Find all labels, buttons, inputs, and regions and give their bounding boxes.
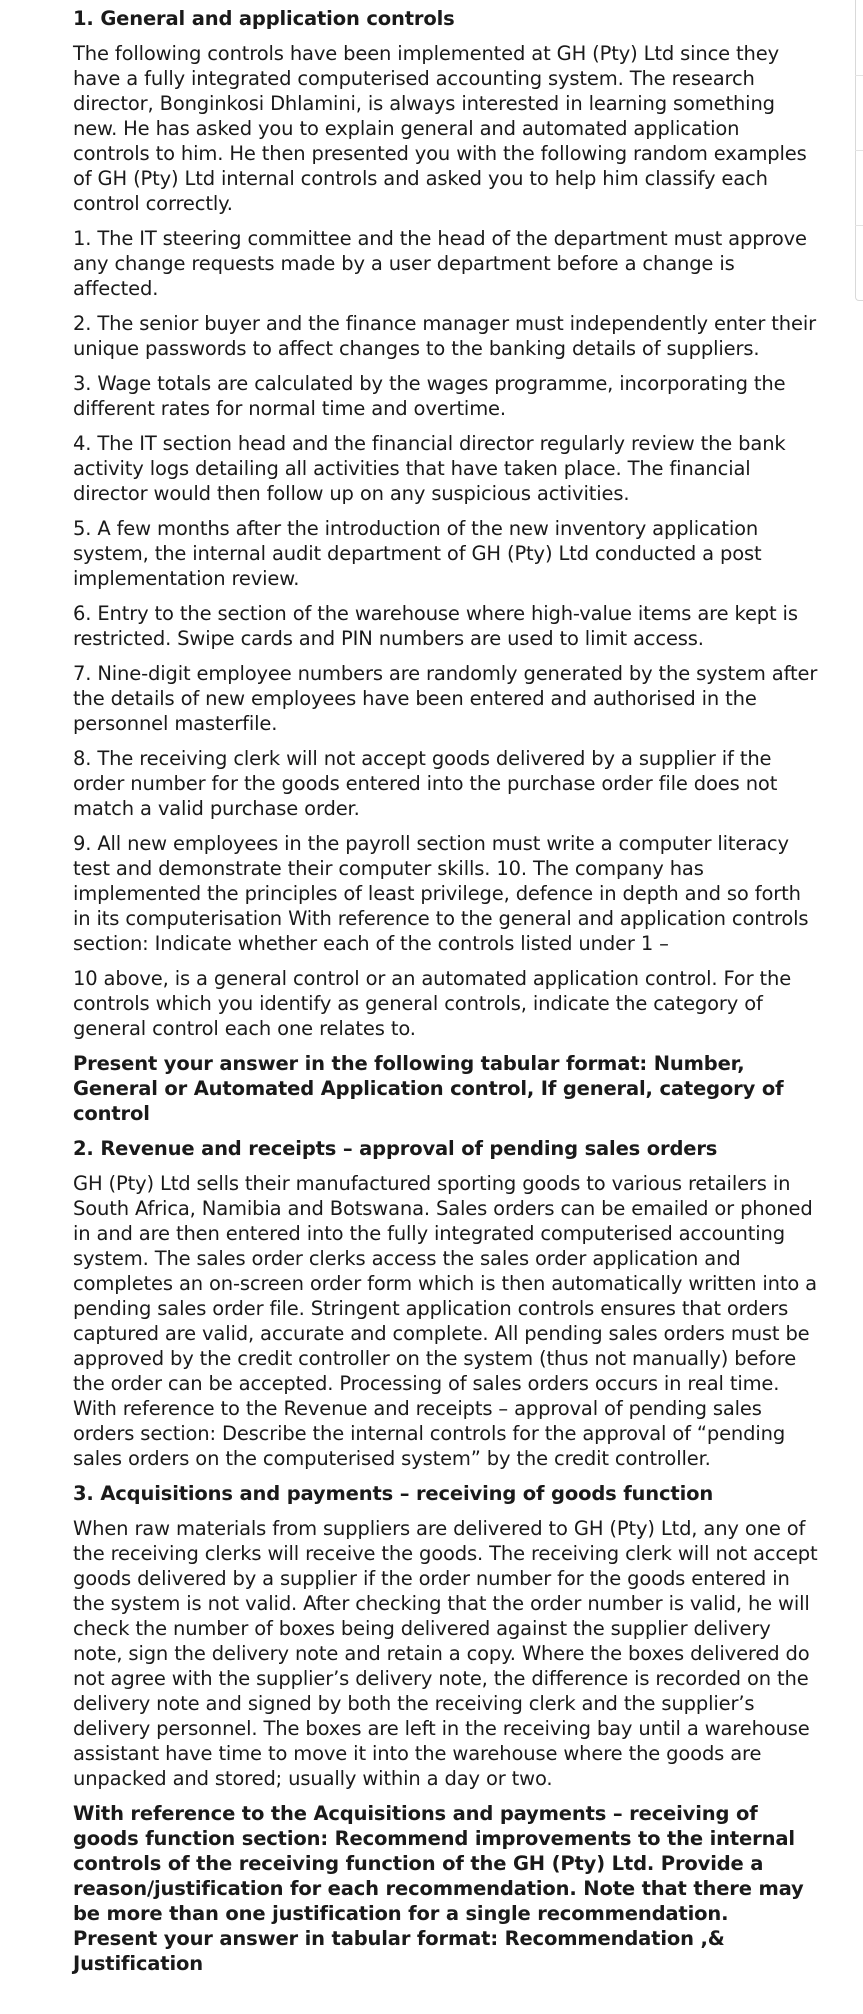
section-2-heading: 2. Revenue and receipts – approval of pending sales orders <box>73 1137 718 1160</box>
control-item-9: 9. All new employees in the payroll section must write a computer literacy test and demonstrate their computer skills. 10. The company has implemented the principles of least privilege, defence in depth and so forth in its computerisation With reference to the general and application controls section: Indicate whether each of the controls listed under 1 – <box>73 832 809 955</box>
control-item-1: 1. The IT steering committee and the head of the department must approve any change requests made by a user department before a change is affected. <box>73 227 807 300</box>
section-1-heading: 1. General and application controls <box>73 7 455 30</box>
control-item-2: 2. The senior buyer and the finance manager must independently enter their unique passwords to affect changes to the banking details of suppliers. <box>73 312 816 360</box>
section-2-body: GH (Pty) Ltd sells their manufactured sporting goods to various retailers in South Africa, Namibia and Botswana. Sales orders can be emailed or phoned in and are then entered into the fully integrated computerised accounting system. The sales order clerks access the sales order application and completes an on-screen order form which is then automatically written into a pending sales order file. Stringent application controls ensures that orders captured are valid, accurate and complete. All pending sales orders must be approved by the credit controller on the system (thus not manually) before the order can be accepted. Processing of sales orders occurs in real time. With reference to the Revenue and receipts – approval of pending sales orders section: Describe the internal controls for the approval of “pending sales orders on the computerised system” by the credit controller. <box>73 1172 817 1470</box>
control-item-5: 5. A few months after the introduction of the new inventory application system, the internal audit department of GH (Pty) Ltd conducted a post implementation review. <box>73 517 762 590</box>
side-panel-divider <box>855 225 863 226</box>
control-item-4: 4. The IT section head and the financial director regularly review the bank activity logs detailing all activities that have taken place. The financial director would then follow up on any suspicious activities. <box>73 432 786 505</box>
control-item-3: 3. Wage totals are calculated by the wages programme, incorporating the different rates for normal time and overtime. <box>73 372 786 420</box>
section-3-heading: 3. Acquisitions and payments – receiving of goods function <box>73 1482 714 1505</box>
section-3-instruction: With reference to the Acquisitions and payments – receiving of goods function section: Recommend improvements to the internal controls of the receiving function of the GH (Pty) Ltd. Provide a reason/justification for each recommendation. Note that there may be more than one justification for a single recommendation. Present your answer in tabular format: Recommendation ,& Justification <box>73 1802 804 1975</box>
control-item-7: 7. Nine-digit employee numbers are randomly generated by the system after the details of new employees have been entered and authorised in the personnel masterfile. <box>73 662 818 735</box>
document-body <box>73 6 818 1986</box>
section-3-body: When raw materials from suppliers are delivered to GH (Pty) Ltd, any one of the receiving clerks will receive the goods. The receiving clerk will not accept goods delivered by a supplier if the order number for the goods entered in the system is not valid. After checking that the order number is valid, he will check the number of boxes being delivered against the supplier delivery note, sign the delivery note and retain a copy. Where the boxes delivered do not agree with the supplier’s delivery note, the difference is recorded on the delivery note and signed by both the receiving clerk and the supplier’s delivery personnel. The boxes are left in the receiving bay until a warehouse assistant have time to move it into the warehouse where the goods are unpacked and stored; usually within a day or two. <box>73 1517 818 1790</box>
side-panel-divider <box>855 75 863 76</box>
section-1-intro: The following controls have been implemented at GH (Pty) Ltd since they have a fully integrated computerised accounting system. The research director, Bonginkosi Dhlamini, is always interested in learning something new. He has asked you to explain general and automated application controls to him. He then presented you with the following random examples of GH (Pty) Ltd internal controls and asked you to help him classify each control correctly. <box>73 42 807 215</box>
control-item-6: 6. Entry to the section of the warehouse where high-value items are kept is restricted. Swipe cards and PIN numbers are used to limit access. <box>73 602 798 650</box>
side-panel-divider <box>855 150 863 151</box>
section-1-instruction: Present your answer in the following tabular format: Number, General or Automated Application control, If general, category of control <box>73 1052 784 1125</box>
section-1-continuation: 10 above, is a general control or an automated application control. For the controls which you identify as general controls, indicate the category of general control each one relates to. <box>73 967 792 1040</box>
control-item-8: 8. The receiving clerk will not accept goods delivered by a supplier if the order number for the goods entered into the purchase order file does not match a valid purchase order. <box>73 747 778 820</box>
